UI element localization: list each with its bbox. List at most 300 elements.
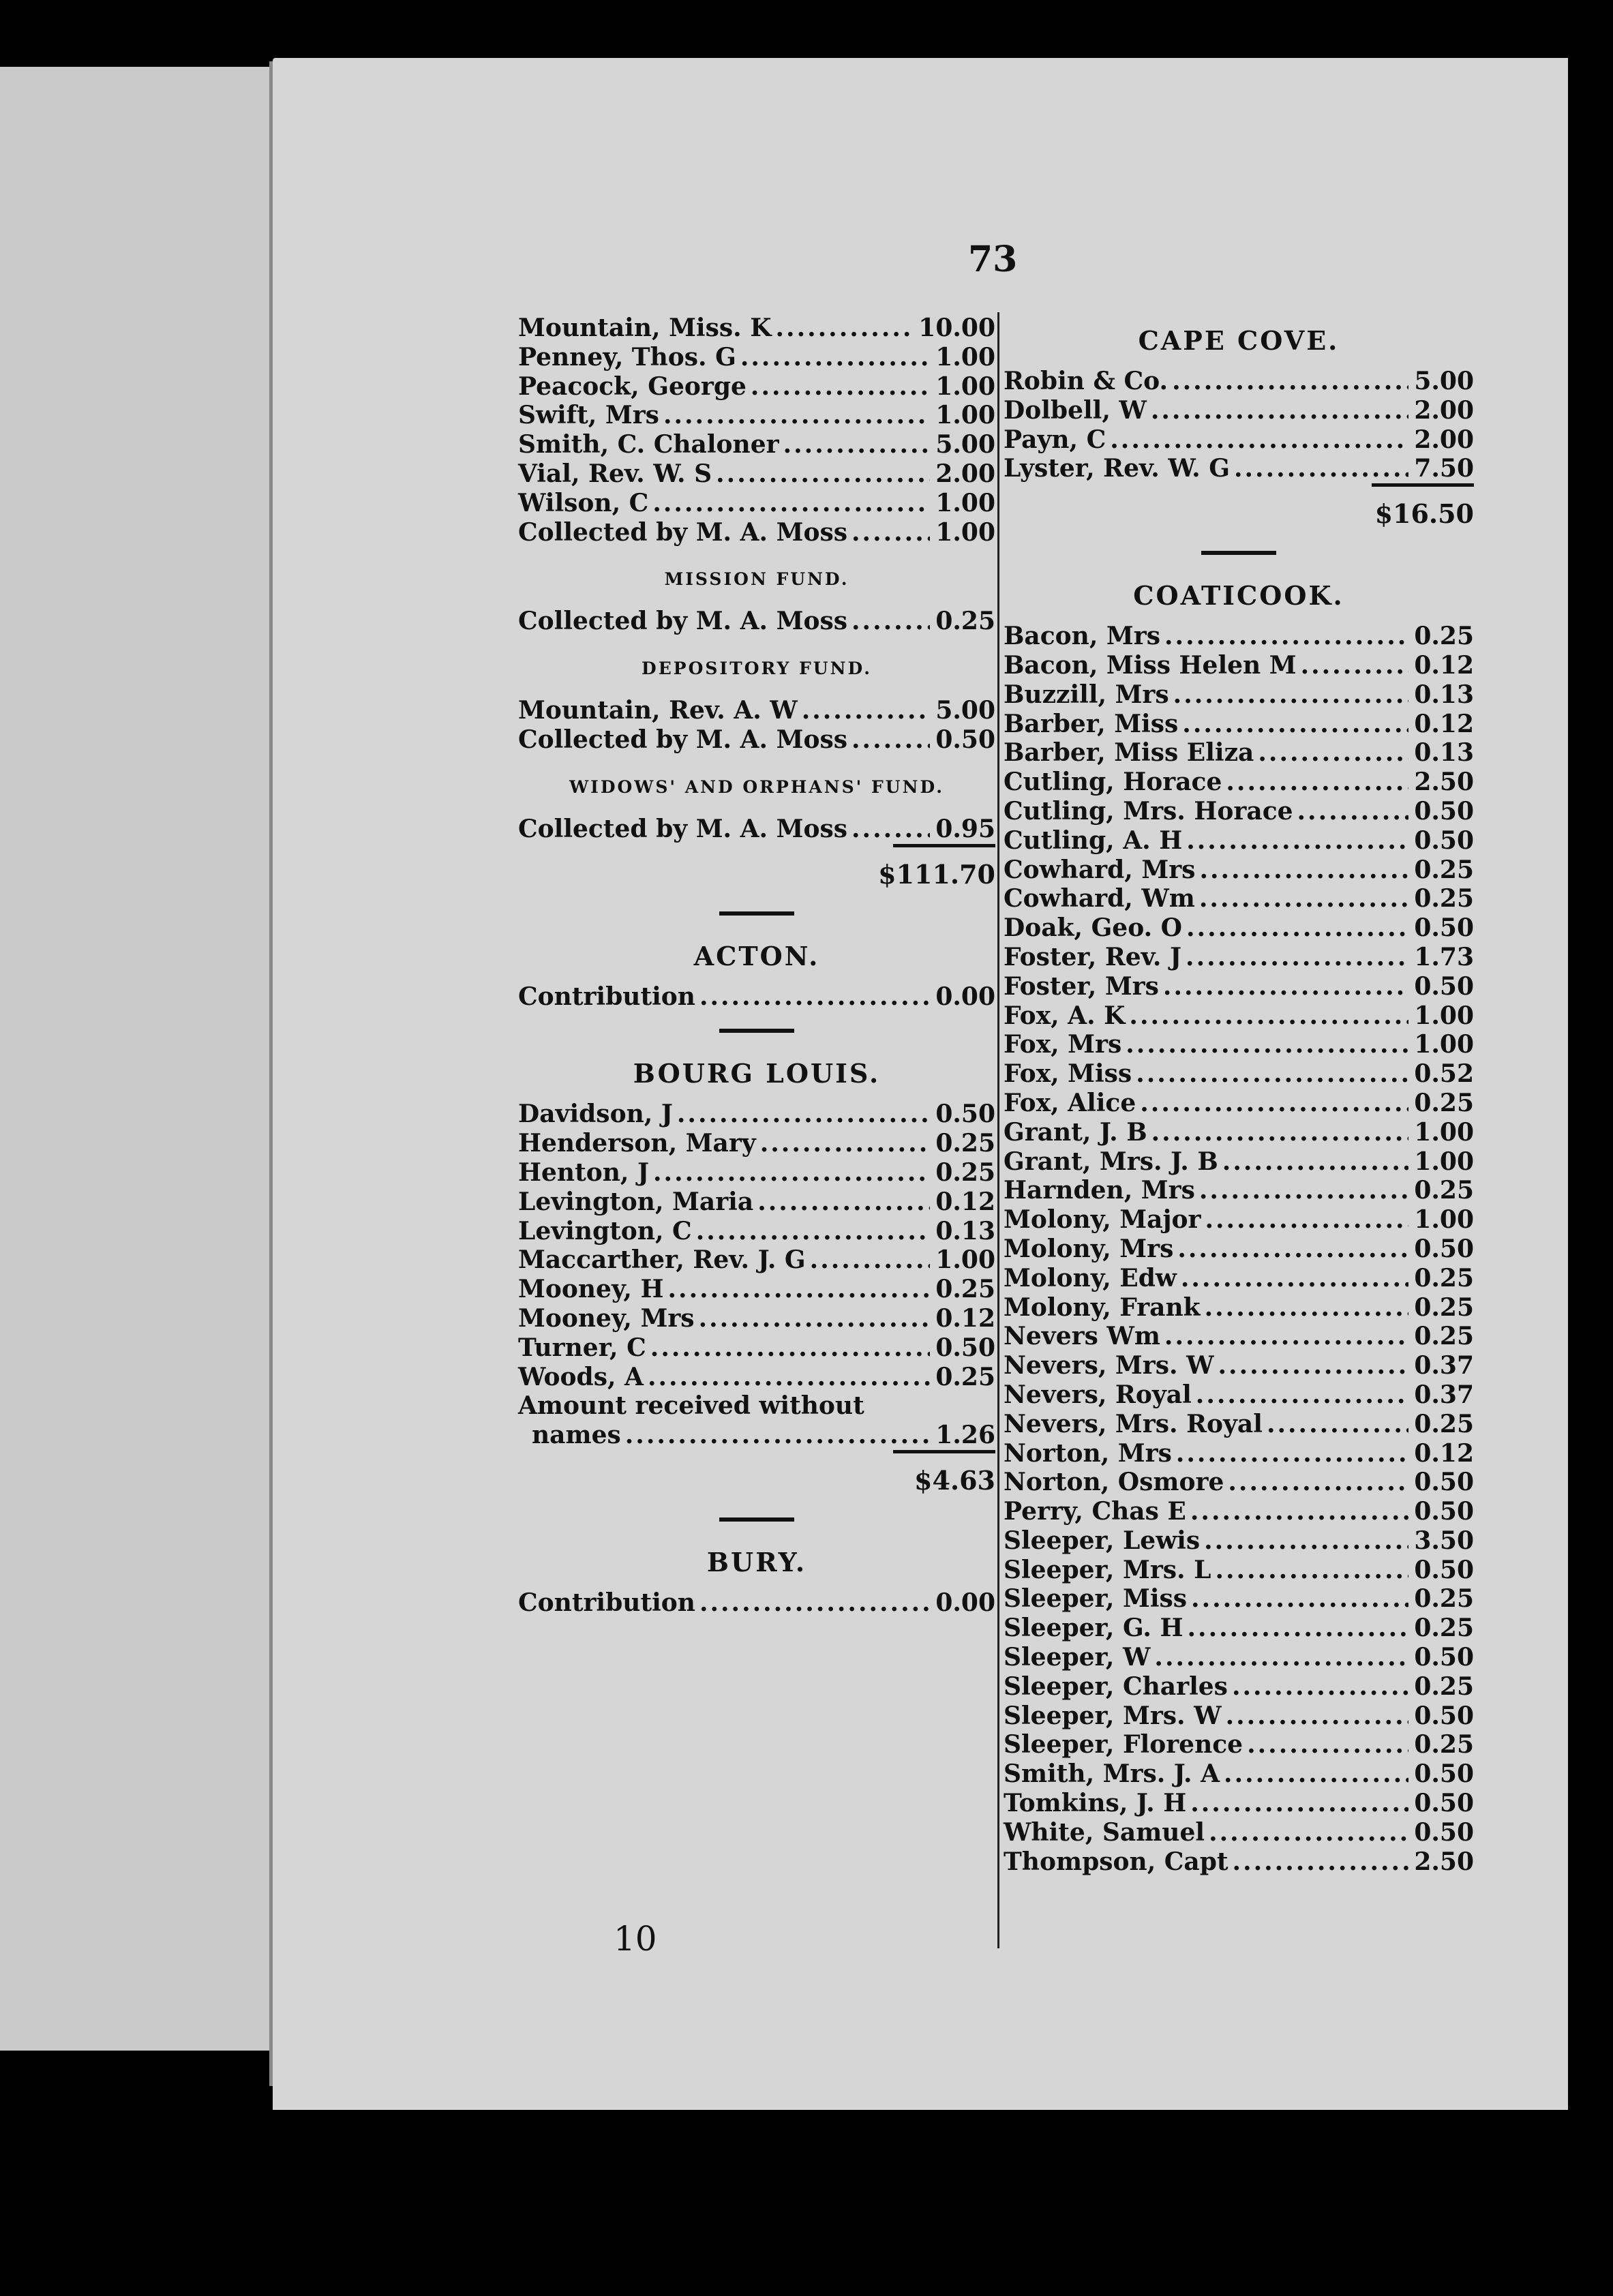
leader-dots: [1176, 1439, 1408, 1468]
leader-dots: [1190, 1497, 1408, 1526]
amount: 3.50: [1414, 1526, 1474, 1555]
leader-dots: [1136, 1059, 1408, 1088]
leader-dots: [625, 1421, 930, 1449]
amount: 0.25: [935, 1362, 995, 1391]
entry-row: [518, 401, 995, 430]
amount: 0.12: [1414, 650, 1474, 680]
total-rule: [893, 1450, 995, 1453]
entry-row: [1004, 1643, 1474, 1672]
entry-row: [1004, 738, 1474, 768]
leader-dots: [668, 1275, 930, 1303]
entry-row: [1004, 1264, 1474, 1293]
leader-dots: [1258, 738, 1408, 767]
contributor-name: White, Samuel: [1004, 1817, 1205, 1847]
leader-dots: [1190, 1789, 1408, 1817]
entry-row: [518, 696, 995, 725]
fund-heading: MISSION FUND.: [664, 569, 849, 590]
amount: 0.25: [1414, 855, 1474, 884]
entry-row: [1004, 1584, 1474, 1614]
entry-row: [1004, 710, 1474, 739]
total-rule: [893, 844, 995, 847]
leader-dots: [740, 343, 930, 372]
leader-dots: [1222, 1147, 1408, 1176]
contributor-name: names: [532, 1421, 621, 1450]
contributor-name: Smith, Mrs. J. A: [1004, 1759, 1220, 1789]
leader-dots: [699, 982, 930, 1011]
leader-dots: [1205, 1293, 1408, 1322]
amount: 2.50: [1414, 1847, 1474, 1876]
amount: 1.00: [1414, 1030, 1474, 1059]
contributor-name: Penney, Thos. G: [518, 342, 736, 372]
entry-row: [1004, 1439, 1474, 1468]
leader-dots: [1164, 622, 1408, 650]
leader-dots: [757, 1188, 930, 1216]
entry-row: [1004, 1526, 1474, 1556]
contributor-name: Collected by M. A. Moss: [518, 517, 848, 547]
section-total: $4.63: [914, 1464, 995, 1496]
leader-dots: [1209, 1818, 1408, 1847]
contributor-name: Davidson, J: [518, 1100, 673, 1129]
contributor-name: Sleeper, Miss: [1004, 1584, 1188, 1614]
entry-row: [1004, 856, 1474, 885]
leader-dots: [663, 401, 930, 429]
contributor-name: Norton, Osmore: [1004, 1468, 1224, 1497]
contributor-name: Fox, A. K: [1004, 1001, 1126, 1030]
entry-row: [1004, 1468, 1474, 1497]
amount: 1.00: [1414, 1117, 1474, 1147]
contributor-name: Cowhard, Mrs: [1004, 855, 1196, 884]
leader-dots: [1232, 1672, 1408, 1701]
amount: 0.50: [1414, 1234, 1474, 1263]
entry-row: [518, 1363, 995, 1392]
entry-row: [518, 372, 995, 402]
leader-dots: [1226, 1702, 1408, 1730]
amount: 0.13: [935, 1216, 995, 1245]
section-heading: CAPE COVE.: [1138, 325, 1340, 356]
entry-row: [1004, 1205, 1474, 1235]
leader-dots: [802, 696, 930, 725]
contributor-name: Mooney, H: [518, 1275, 664, 1304]
entry-row: [1004, 1322, 1474, 1351]
leader-dots: [851, 815, 930, 843]
entry-row: [1004, 1089, 1474, 1118]
entry-row: [1004, 972, 1474, 1001]
contributor-name: Woods, A: [518, 1362, 644, 1391]
amount: 1.00: [935, 372, 995, 401]
entry-row: [1004, 1847, 1474, 1877]
amount: 1.00: [935, 342, 995, 372]
contributor-name: Contribution: [518, 1588, 695, 1617]
amount: 0.50: [1414, 1817, 1474, 1847]
contributor-name: Mountain, Miss. K: [518, 314, 772, 342]
entry-row: [1004, 1176, 1474, 1205]
section-separator: [719, 1029, 794, 1033]
contributor-name: Norton, Mrs: [1004, 1438, 1172, 1468]
entry-row: [1004, 1147, 1474, 1177]
entry-row: [518, 343, 995, 372]
amount: 0.25: [1414, 1614, 1474, 1643]
fund-heading: WIDOWS' AND ORPHANS' FUND.: [569, 776, 944, 797]
leader-dots: [1154, 1643, 1408, 1672]
leader-dots: [1140, 1089, 1408, 1117]
amount: 0.50: [935, 725, 995, 754]
signature-mark: 10: [614, 1919, 657, 1959]
entry-row: [518, 607, 995, 636]
leader-dots: [648, 1363, 930, 1391]
contributor-name: Sleeper, Mrs. W: [1004, 1701, 1222, 1730]
section-separator: [719, 911, 794, 916]
leader-dots: [1267, 1410, 1408, 1438]
leader-dots: [1129, 1001, 1408, 1030]
contributor-name: Buzzill, Mrs: [1004, 680, 1169, 709]
entry-row: [1004, 1614, 1474, 1643]
amount: 0.25: [1414, 622, 1474, 651]
amount: 0.25: [1414, 1176, 1474, 1205]
leader-dots: [1196, 1380, 1408, 1409]
contributor-name: Henderson, Mary: [518, 1129, 756, 1158]
contributor-name: Molony, Edw: [1004, 1263, 1177, 1293]
amount: 0.50: [1414, 796, 1474, 826]
contributor-name: Foster, Rev. J: [1004, 942, 1182, 971]
leader-dots: [1164, 1322, 1408, 1350]
amount: 0.12: [935, 1187, 995, 1216]
entry-row: [518, 1275, 995, 1304]
amount: 0.50: [1414, 1643, 1474, 1672]
amount: 2.00: [1414, 425, 1474, 454]
contributor-name: Mooney, Mrs: [518, 1303, 695, 1333]
contributor-name: Turner, C: [518, 1333, 646, 1362]
contributor-name: Wilson, C: [518, 488, 649, 517]
contributor-name: Grant, J. B: [1004, 1117, 1147, 1147]
column-divider: [997, 312, 999, 1948]
entry-row: [518, 430, 995, 459]
page-number: 73: [968, 239, 1018, 280]
leader-dots: [1186, 826, 1408, 855]
contributor-name: Sleeper, G. H: [1004, 1614, 1184, 1643]
leader-dots: [1110, 425, 1408, 454]
contributor-name: Cutling, Horace: [1004, 768, 1222, 797]
entry-row: [518, 1245, 995, 1275]
leader-dots: [1233, 1847, 1408, 1876]
leader-dots: [716, 459, 930, 488]
section-heading: BURY.: [706, 1546, 807, 1577]
amount: 0.12: [935, 1303, 995, 1333]
contributor-name: Fox, Miss: [1004, 1059, 1132, 1089]
section-heading: ACTON.: [693, 940, 820, 971]
amount: 0.25: [1414, 1263, 1474, 1293]
entry-row: [1004, 680, 1474, 710]
contributor-name: Collected by M. A. Moss: [518, 607, 848, 636]
contributor-name: Cutling, A. H: [1004, 826, 1183, 855]
amount: 0.50: [1414, 1789, 1474, 1818]
leader-dots: [776, 314, 915, 342]
contributor-name: Tomkins, J. H: [1004, 1789, 1187, 1818]
amount: 5.00: [1414, 367, 1474, 395]
contributor-name: Molony, Mrs: [1004, 1234, 1174, 1263]
amount: 0.13: [1414, 738, 1474, 768]
entry-row: [518, 1100, 995, 1129]
amount: 0.50: [1414, 1555, 1474, 1584]
amount: 0.25: [935, 607, 995, 636]
entry-row: [1004, 454, 1474, 483]
contributor-name: Nevers, Royal: [1004, 1380, 1192, 1409]
amount: 1.00: [935, 1245, 995, 1275]
contributor-name: Vial, Rev. W. S: [518, 459, 712, 488]
amount: 1.00: [935, 401, 995, 430]
leader-dots: [851, 518, 930, 547]
entry-row: [518, 1129, 995, 1158]
leader-dots: [1224, 1759, 1408, 1788]
contributor-name: Robin & Co.: [1004, 367, 1169, 395]
leader-dots: [1186, 943, 1408, 971]
leader-dots: [1234, 454, 1408, 483]
contributor-name: Mountain, Rev. A. W: [518, 696, 798, 725]
leader-dots: [1199, 884, 1408, 913]
leader-dots: [1218, 1351, 1408, 1380]
entry-row: [1004, 1497, 1474, 1526]
leader-dots: [1181, 1264, 1408, 1293]
entry-row: [1004, 425, 1474, 455]
entry-row: [518, 1391, 995, 1421]
entry-row: [1004, 1235, 1474, 1264]
entry-row: [1004, 1818, 1474, 1847]
leader-dots: [1188, 1614, 1408, 1642]
section-separator: [1201, 551, 1276, 555]
leader-dots: [1226, 768, 1408, 796]
amount: 0.25: [1414, 1293, 1474, 1322]
leader-dots: [699, 1588, 930, 1617]
entry-row: [1004, 884, 1474, 913]
contributor-name: Sleeper, W: [1004, 1643, 1151, 1672]
amount: 1.26: [935, 1421, 995, 1450]
contributor-name: Dolbell, W: [1004, 395, 1147, 425]
amount: 1.00: [1414, 1205, 1474, 1235]
contributor-name: Nevers, Mrs. Royal: [1004, 1409, 1263, 1438]
section-heading: BOURG LOUIS.: [633, 1058, 881, 1089]
contributor-name: Lyster, Rev. W. G: [1004, 454, 1230, 483]
contributor-name: Sleeper, Florence: [1004, 1730, 1243, 1759]
contributor-name: Cowhard, Wm: [1004, 884, 1195, 913]
leader-dots: [1173, 680, 1408, 709]
leader-dots: [653, 1158, 930, 1187]
amount: 0.50: [1414, 1759, 1474, 1789]
leader-dots: [1215, 1556, 1408, 1584]
amount: 0.13: [1414, 680, 1474, 709]
leader-dots: [1199, 856, 1408, 884]
amount: 0.25: [1414, 1730, 1474, 1759]
entry-row: [1004, 1702, 1474, 1731]
contributor-name: Cutling, Mrs. Horace: [1004, 796, 1293, 826]
amount: 10.00: [918, 314, 995, 342]
facing-page-edge: [0, 67, 269, 2051]
contributor-name: Barber, Miss: [1004, 709, 1179, 738]
entry-row: [1004, 1059, 1474, 1089]
entry-row: [518, 1158, 995, 1188]
amount: 0.52: [1414, 1059, 1474, 1089]
amount: 0.50: [1414, 971, 1474, 1001]
amount: 0.25: [1414, 1088, 1474, 1117]
entry-row: [518, 459, 995, 489]
leader-dots: [1163, 972, 1408, 1001]
contributor-name: Fox, Alice: [1004, 1088, 1136, 1117]
leader-dots: [783, 430, 930, 459]
entry-row: [1004, 1001, 1474, 1031]
leader-dots: [810, 1245, 930, 1274]
leader-dots: [1297, 797, 1408, 826]
entry-row: [518, 725, 995, 755]
amount: 1.00: [1414, 1001, 1474, 1030]
amount: 0.00: [935, 1588, 995, 1617]
contributor-name: Perry, Chas E: [1004, 1497, 1186, 1526]
contributor-name: Swift, Mrs: [518, 401, 659, 430]
amount: 0.25: [1414, 1584, 1474, 1614]
entry-row: [1004, 1672, 1474, 1702]
amount: 0.00: [935, 982, 995, 1011]
contributor-name: Levington, C: [518, 1216, 692, 1245]
amount: 0.50: [1414, 826, 1474, 855]
entry-row: [1004, 826, 1474, 856]
contributor-name: Contribution: [518, 982, 695, 1011]
entry-row: [1004, 1410, 1474, 1439]
amount: 0.37: [1414, 1380, 1474, 1409]
contributor-name: Molony, Frank: [1004, 1293, 1201, 1322]
entry-row: [518, 314, 995, 343]
contributor-name: Maccarther, Rev. J. G: [518, 1245, 806, 1275]
leader-dots: [851, 607, 930, 635]
entry-row: [1004, 1789, 1474, 1818]
contributor-name: Nevers Wm: [1004, 1322, 1160, 1351]
amount: 0.25: [1414, 884, 1474, 913]
contributor-name: Amount received without: [518, 1391, 864, 1421]
leader-dots: [760, 1129, 930, 1158]
amount: 0.12: [1414, 709, 1474, 738]
amount: 0.12: [1414, 1438, 1474, 1468]
leader-dots: [1151, 396, 1408, 425]
contributor-name: Thompson, Capt: [1004, 1847, 1228, 1876]
amount: 2.00: [1414, 395, 1474, 425]
entry-row: [1004, 1118, 1474, 1147]
contributor-name: Nevers, Mrs. W: [1004, 1351, 1214, 1380]
leader-dots: [1126, 1030, 1408, 1059]
leader-dots: [677, 1100, 930, 1128]
leader-dots: [1172, 367, 1408, 395]
amount: 0.95: [935, 814, 995, 843]
contributor-name: Fox, Mrs: [1004, 1030, 1122, 1059]
leader-dots: [1151, 1118, 1408, 1147]
entry-row: [1004, 1730, 1474, 1759]
entry-row: [1004, 797, 1474, 826]
amount: 0.25: [935, 1275, 995, 1304]
fund-heading: DEPOSITORY FUND.: [642, 659, 872, 679]
contributor-name: Peacock, George: [518, 372, 747, 401]
total-rule: [1372, 483, 1474, 487]
entry-row: [1004, 1759, 1474, 1789]
section-heading: COATICOOK.: [1133, 580, 1344, 611]
entry-row: [1004, 1293, 1474, 1323]
entry-row: [1004, 1351, 1474, 1380]
entry-row: [518, 1588, 995, 1618]
contributor-name: Sleeper, Mrs. L: [1004, 1555, 1211, 1584]
amount: 0.37: [1414, 1351, 1474, 1380]
entry-row: [1004, 622, 1474, 651]
right-column: [1004, 314, 1474, 1876]
entry-row: [1004, 768, 1474, 797]
entry-row: [518, 1421, 995, 1450]
amount: 2.50: [1414, 768, 1474, 797]
leader-dots: [1186, 913, 1408, 942]
entry-row: [518, 1333, 995, 1363]
section-separator: [719, 1517, 794, 1522]
entry-row: [1004, 1556, 1474, 1585]
entry-row: [518, 1217, 995, 1246]
contributor-name: Levington, Maria: [518, 1187, 754, 1216]
amount: 1.00: [935, 488, 995, 517]
amount: 0.50: [935, 1333, 995, 1362]
contributor-name: Payn, C: [1004, 425, 1106, 454]
leader-dots: [751, 372, 930, 401]
leader-dots: [650, 1333, 930, 1362]
entry-row: [518, 518, 995, 547]
amount: 1.73: [1414, 942, 1474, 971]
entry-row: [518, 815, 995, 844]
contributor-name: Bacon, Miss Helen M: [1004, 650, 1297, 680]
contributor-name: Foster, Mrs: [1004, 971, 1159, 1001]
entry-row: [518, 1188, 995, 1217]
amount: 2.00: [935, 459, 995, 488]
contributor-name: Sleeper, Lewis: [1004, 1526, 1201, 1555]
leader-dots: [1228, 1468, 1408, 1496]
contributor-name: Grant, Mrs. J. B: [1004, 1147, 1218, 1176]
amount: 5.00: [935, 430, 995, 459]
leader-dots: [1204, 1526, 1408, 1555]
entry-row: [518, 489, 995, 518]
leader-dots: [1301, 651, 1408, 680]
contributor-name: Henton, J: [518, 1158, 650, 1187]
contributor-name: Collected by M. A. Moss: [518, 725, 848, 754]
leader-dots: [696, 1217, 930, 1245]
leader-dots: [851, 725, 930, 754]
amount: 0.50: [1414, 1701, 1474, 1730]
section-total: $16.50: [1374, 498, 1474, 530]
amount: 0.25: [935, 1158, 995, 1187]
amount: 0.25: [935, 1129, 995, 1158]
amount: 5.00: [935, 696, 995, 725]
contributor-name: Doak, Geo. O: [1004, 913, 1183, 943]
leader-dots: [1182, 710, 1408, 738]
amount: 0.50: [1414, 913, 1474, 943]
leader-dots: [1191, 1584, 1408, 1613]
entry-row: [1004, 651, 1474, 680]
amount: 1.00: [935, 517, 995, 547]
contributor-name: Barber, Miss Eliza: [1004, 738, 1254, 768]
amount: 0.25: [1414, 1322, 1474, 1351]
leader-dots: [1205, 1205, 1408, 1234]
contributor-name: Sleeper, Charles: [1004, 1672, 1228, 1701]
entry-row: [1004, 367, 1474, 396]
amount: 1.00: [1414, 1147, 1474, 1176]
entry-row: [1004, 1380, 1474, 1410]
entry-row: [518, 982, 995, 1012]
entry-row: [1004, 943, 1474, 972]
contributor-name: Collected by M. A. Moss: [518, 814, 848, 843]
entry-row: [518, 1304, 995, 1333]
amount: 0.50: [1414, 1497, 1474, 1526]
amount: 7.50: [1414, 454, 1474, 483]
entry-row: [1004, 396, 1474, 425]
contributor-name: Bacon, Mrs: [1004, 622, 1161, 651]
leader-dots: [1177, 1235, 1408, 1263]
amount: 0.50: [1414, 1468, 1474, 1497]
